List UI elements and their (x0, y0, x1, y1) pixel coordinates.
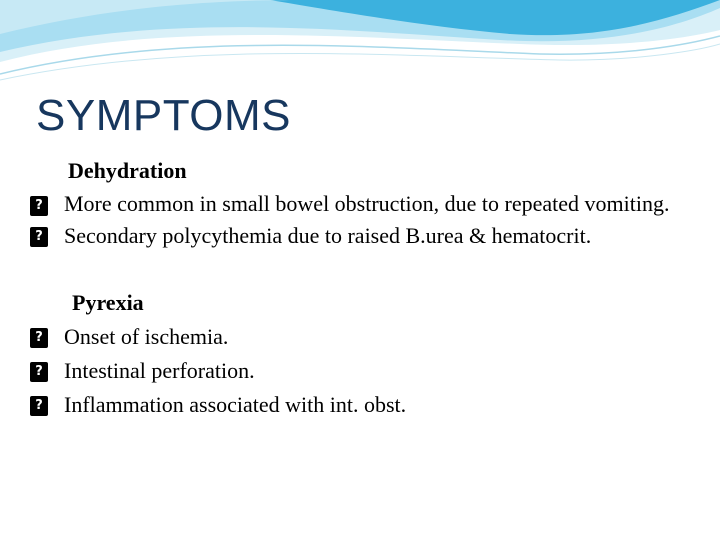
wave-line-2 (0, 44, 720, 80)
missing-glyph-bullet-icon: ? (30, 196, 48, 216)
missing-glyph-bullet-icon: ? (30, 227, 48, 247)
bullet-item (30, 388, 710, 422)
bullet-item (30, 188, 710, 219)
bullet-item (30, 320, 710, 354)
missing-glyph-bullet-icon: ? (30, 362, 48, 382)
bullet-item (30, 354, 710, 388)
bullet-text: Onset of ischemia. (64, 324, 229, 349)
section-heading-dehydration: Dehydration (68, 158, 187, 183)
bullet-text: More common in small bowel obstruction, due to repeated vomiting. (64, 191, 670, 216)
header-wave-decoration (0, 0, 720, 90)
section-heading-pyrexia: Pyrexia (72, 290, 144, 315)
missing-glyph-bullet-icon: ? (30, 328, 48, 348)
bullet-item (30, 219, 710, 253)
bullet-text: Secondary polycythemia due to raised B.urea & hematocrit. (64, 223, 592, 248)
bullet-text: Inflammation associated with int. obst. (64, 392, 407, 417)
bullet-text: Intestinal perforation. (64, 358, 255, 383)
slide-title: SYMPTOMS (36, 91, 292, 140)
missing-glyph-bullet-icon: ? (30, 396, 48, 416)
slide-body (30, 154, 710, 422)
